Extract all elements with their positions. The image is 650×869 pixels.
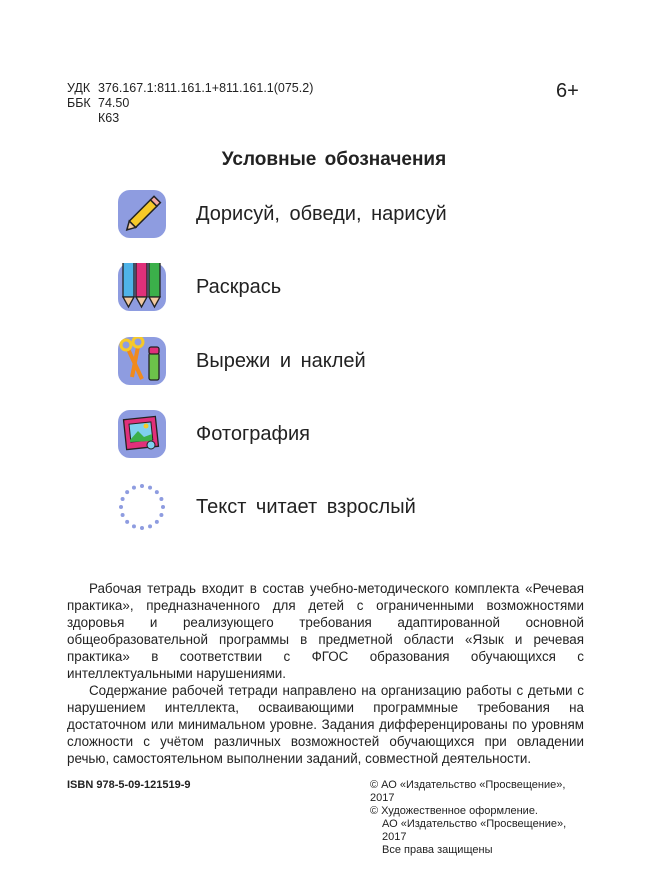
dot xyxy=(132,486,136,490)
legend-label: Фотография xyxy=(196,422,310,445)
classification-codes xyxy=(67,81,313,126)
dot xyxy=(132,524,136,528)
dotted-circle-icon xyxy=(118,483,166,531)
footer xyxy=(67,779,584,867)
dot xyxy=(121,497,125,501)
dot xyxy=(140,526,144,530)
author-code: К63 xyxy=(98,111,120,125)
copyright-line: © АО «Издательство «Просвещение», 2017 xyxy=(370,779,566,804)
age-rating: 6+ xyxy=(556,80,579,102)
legend-item-adult-reads xyxy=(118,483,416,531)
legend-item-cut-paste xyxy=(118,337,366,385)
copyright-line: Все права защищены xyxy=(382,844,493,856)
legend-label: Вырежи и наклей xyxy=(196,349,366,372)
legend-item-color xyxy=(118,263,281,311)
udk-code: 376.167.1:811.161.1+811.161.1(075.2) xyxy=(98,81,314,95)
dot xyxy=(125,520,129,524)
pencil-icon xyxy=(118,190,166,238)
dot xyxy=(161,505,165,509)
photo-frame-icon xyxy=(118,410,166,458)
copyright xyxy=(370,779,584,857)
dot xyxy=(148,486,152,490)
legend-title: Условные обозначения xyxy=(221,149,447,170)
text-block xyxy=(67,580,584,867)
dot xyxy=(155,520,159,524)
legend-label: Раскрась xyxy=(196,275,282,298)
copyright-line: АО «Издательство «Просвещение», 2017 xyxy=(382,818,567,843)
dot xyxy=(119,505,123,509)
colored-pencils-icon xyxy=(118,263,166,311)
dot xyxy=(121,513,125,517)
isbn: ISBN 978-5-09-121519-9 xyxy=(67,779,191,791)
dot xyxy=(148,524,152,528)
description-paragraph: Содержание рабочей тетради направлено на организацию работы с детьми с нарушением интеллекта, осваивающими программные требования на достаточном или минимальном уровне. Задания дифференцированы по уровням сложности с учётом различных возможностей обучающихся при овладении речью, самостоятельном выполнении заданий, совместной деятельности. xyxy=(67,683,584,766)
udk-label: УДК xyxy=(67,81,91,95)
legend-label: Текст читает взрослый xyxy=(196,495,416,518)
dot xyxy=(159,513,163,517)
copyright-line: © Художественное оформление. xyxy=(370,805,538,817)
legend-item-photo xyxy=(118,410,310,458)
description xyxy=(67,580,584,767)
scissors-glue-icon xyxy=(118,337,166,385)
dot xyxy=(155,490,159,494)
dot xyxy=(140,484,144,488)
dot xyxy=(125,490,129,494)
legend-item-draw xyxy=(118,190,447,238)
bbk-label: ББК xyxy=(67,96,91,110)
legend-label: Дорисуй, обведи, нарисуй xyxy=(196,202,447,225)
description-paragraph: Рабочая тетрадь входит в состав учебно-методического комплекта «Речевая практика», предназначенного для детей с ограниченными возможностями здоровья и реализующего требования адаптированной основной общеобразовательной программы в предметной области «Язык и речевая практика» в соответствии с ФГОС образования обучающихся с интеллектуальными нарушениями. xyxy=(67,581,584,681)
bbk-code: 74.50 xyxy=(98,96,130,110)
dot xyxy=(159,497,163,501)
